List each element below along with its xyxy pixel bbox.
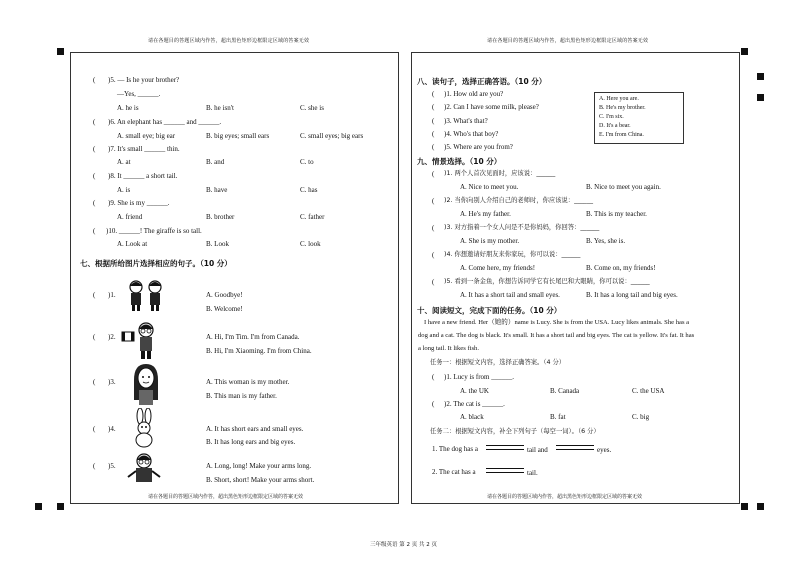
corner-mark <box>57 503 64 510</box>
blank-double-line[interactable] <box>556 445 594 450</box>
option-b: B. This man is my father. <box>206 392 277 400</box>
option-b: B. have <box>206 186 228 194</box>
option-a: A. he is <box>117 104 139 112</box>
paren: ( <box>93 462 96 470</box>
option-a: A. Come here, my friends! <box>460 264 536 272</box>
t2-sentence-1-start: 1. The dog has a <box>432 445 478 453</box>
section-7-heading: 七、根据所给图片选择相应的句子。（10 分） <box>80 259 232 268</box>
two-girls-image <box>124 278 168 312</box>
option-b: B. Short, short! Make your arms short. <box>206 476 315 484</box>
corner-mark <box>741 503 748 510</box>
option-a: A. small eye; big ear <box>117 132 176 140</box>
option-b: B. This is my teacher. <box>586 210 647 218</box>
s8-question-4: )4. Who's that boy? <box>444 130 499 138</box>
option-a: A. Hi, I'm Tim. I'm from Canada. <box>206 333 300 341</box>
woman-image <box>128 362 164 406</box>
blank-double-line[interactable] <box>486 445 524 450</box>
paren: ( <box>93 118 96 126</box>
rabbit-image <box>130 408 158 448</box>
t2-sentence-1-end: eyes. <box>597 446 612 454</box>
paren: ( <box>93 145 96 153</box>
option-b: B. Welcome! <box>206 305 243 313</box>
paren: ( <box>93 291 96 299</box>
corner-mark <box>57 48 64 55</box>
corner-mark <box>35 503 42 510</box>
option-b: B. Look <box>206 240 229 248</box>
question-9: )9. She is my ______. <box>108 199 170 207</box>
s8-question-2: )2. Can I have some milk, please? <box>444 103 539 111</box>
s8-question-3: )3. What's that? <box>444 117 488 125</box>
task-1-heading: 任务一：根据短文内容，选择正确答案。（4 分） <box>430 359 566 366</box>
paren: ( <box>432 130 435 138</box>
option-b: B. Hi, I'm Xiaoming. I'm from China. <box>206 347 312 355</box>
t1-question-2: )2. The cat is ______. <box>444 400 505 408</box>
question-5-line2: —Yes, ______. <box>117 90 161 98</box>
option-b: B. he isn't <box>206 104 234 112</box>
boy-with-flag-image <box>120 320 164 360</box>
t2-sentence-1-mid: tail and <box>527 446 548 454</box>
t2-sentence-2-start: 2. The cat has a <box>432 468 476 476</box>
section-8-heading: 八、读句子，选择正确答语。（10 分） <box>417 77 547 86</box>
answer-b: B. He's my brother. <box>599 105 646 111</box>
section-9-heading: 九、情景选择。（10 分） <box>417 157 502 166</box>
paren: ( <box>432 251 435 259</box>
corner-mark <box>757 503 764 510</box>
option-a: A. the UK <box>460 387 489 395</box>
option-b: B. It has long ears and big eyes. <box>206 438 296 446</box>
blank-double-line[interactable] <box>486 468 524 473</box>
task-2-heading: 任务二：根据短文内容，补全下列句子（每空一词）。（6 分） <box>430 428 600 435</box>
question-7: )7. It's small ______ thin. <box>108 145 180 153</box>
option-a: A. It has short ears and small eyes. <box>206 425 304 433</box>
paren: ( <box>432 224 435 232</box>
paren: ( <box>93 333 96 341</box>
s9-question-1: )1. 两个人首次见面时，应该说：______ <box>444 170 556 177</box>
question-10: )10. ______! The giraffe is so tall. <box>106 227 202 235</box>
picture-question-3: )3. <box>108 378 116 386</box>
answer-a: A. Here you are. <box>599 96 639 102</box>
option-a: A. black <box>460 413 484 421</box>
option-c: C. she is <box>300 104 324 112</box>
option-b: B. brother <box>206 213 235 221</box>
option-c: C. big <box>632 413 650 421</box>
option-a: A. She is my mother. <box>460 237 520 245</box>
passage-line: a long tail. It likes fish. <box>418 345 479 352</box>
paren: ( <box>432 103 435 111</box>
option-a: A. Long, long! Make your arms long. <box>206 462 312 470</box>
option-b: B. It has a long tail and big eyes. <box>586 291 678 299</box>
option-b: B. and <box>206 158 225 166</box>
s8-question-1: )1. How old are you? <box>444 90 504 98</box>
option-c: C. the USA <box>632 387 665 395</box>
header-note-left: 请在各题目的答题区域内作答，超出黑色矩形边框限定区域的答案无效 <box>148 38 310 44</box>
option-c: C. look <box>300 240 321 248</box>
paren: ( <box>432 90 435 98</box>
option-c: C. small eyes; big ears <box>300 132 364 140</box>
option-c: C. has <box>300 186 318 194</box>
paren: ( <box>432 400 435 408</box>
footer-note-left: 请在各题目的答题区域内作答，超出黑色矩形边框限定区域的答案无效 <box>148 494 304 500</box>
option-c: C. father <box>300 213 325 221</box>
passage-line: I have a new friend. Her（她的）name is Lucy. She is from the USA. Lucy likes animals. She has a <box>424 319 690 326</box>
question-5: )5. — Is he your brother? <box>108 76 180 84</box>
paren: ( <box>93 425 96 433</box>
paren: ( <box>432 170 435 178</box>
picture-question-4: )4. <box>108 425 116 433</box>
page-number: 三年级英语 第 2 页 共 2 页 <box>370 542 437 548</box>
paren: ( <box>432 143 435 151</box>
option-a: A. This woman is my mother. <box>206 378 290 386</box>
paren: ( <box>432 373 435 381</box>
t1-question-1: )1. Lucy is from ______. <box>444 373 514 381</box>
answer-e: E. I'm from China. <box>599 132 644 138</box>
paren: ( <box>432 197 435 205</box>
option-b: B. Come on, my friends! <box>586 264 656 272</box>
option-c: C. to <box>300 158 314 166</box>
question-8: )8. It ______ a short tail. <box>108 172 178 180</box>
option-b: B. fat <box>550 413 566 421</box>
section-10-heading: 十、阅读短文，完成下面的任务。（10 分） <box>417 306 562 315</box>
option-a: A. Goodbye! <box>206 291 243 299</box>
option-a: A. is <box>117 186 131 194</box>
option-b: B. big eyes; small ears <box>206 132 270 140</box>
paren: ( <box>93 227 96 235</box>
option-a: A. He's my father. <box>460 210 511 218</box>
picture-question-2: )2. <box>108 333 116 341</box>
s8-question-5: )5. Where are you from? <box>444 143 513 151</box>
paren: ( <box>93 199 96 207</box>
corner-mark <box>757 73 764 80</box>
header-note-right: 请在各题目的答题区域内作答，超出黑色矩形边框限定区域的答案无效 <box>487 38 649 44</box>
corner-mark <box>741 48 748 55</box>
option-b: B. Nice to meet you again. <box>586 183 661 191</box>
paren: ( <box>93 172 96 180</box>
picture-question-1: )1. <box>108 291 116 299</box>
paren: ( <box>93 76 96 84</box>
passage-line: dog and a cat. The dog is black. It's small. It has a short tail and big eyes. The cat is yellow. It's fat. It has <box>418 332 695 339</box>
question-6: )6. An elephant has ______ and ______. <box>108 118 222 126</box>
answer-d: D. It's a bear. <box>599 123 631 129</box>
option-b: B. Yes, she is. <box>586 237 626 245</box>
stretching-boy-image <box>126 451 162 485</box>
paren: ( <box>432 278 435 286</box>
s9-question-2: )2. 当你向别人介绍自己的老师时，你应该说：______ <box>444 197 593 204</box>
paren: ( <box>93 378 96 386</box>
option-a: A. It has a short tail and small eyes. <box>460 291 560 299</box>
s9-question-3: )3. 对方指着一个女人问是不是你妈妈，你回答：______ <box>444 224 600 231</box>
answer-c: C. I'm six. <box>599 114 624 120</box>
picture-question-5: )5. <box>108 462 116 470</box>
option-b: B. Canada <box>550 387 580 395</box>
paren: ( <box>432 117 435 125</box>
option-a: A. Look at <box>117 240 148 248</box>
option-a: A. at <box>117 158 131 166</box>
t2-sentence-2-end: tail. <box>527 469 538 477</box>
footer-note-right: 请在各题目的答题区域内作答，超出黑色矩形边框限定区域的答案无效 <box>487 494 643 500</box>
option-a: A. Nice to meet you. <box>460 183 519 191</box>
option-a: A. friend <box>117 213 143 221</box>
answer-choice-box <box>594 92 684 144</box>
corner-mark <box>757 94 764 101</box>
s9-question-5: )5. 看到一条金鱼，你想告诉同学它有长尾巴和大眼睛，你可以说：______ <box>444 278 650 285</box>
s9-question-4: )4. 你想邀请好朋友来你家玩，你可以说：______ <box>444 251 581 258</box>
